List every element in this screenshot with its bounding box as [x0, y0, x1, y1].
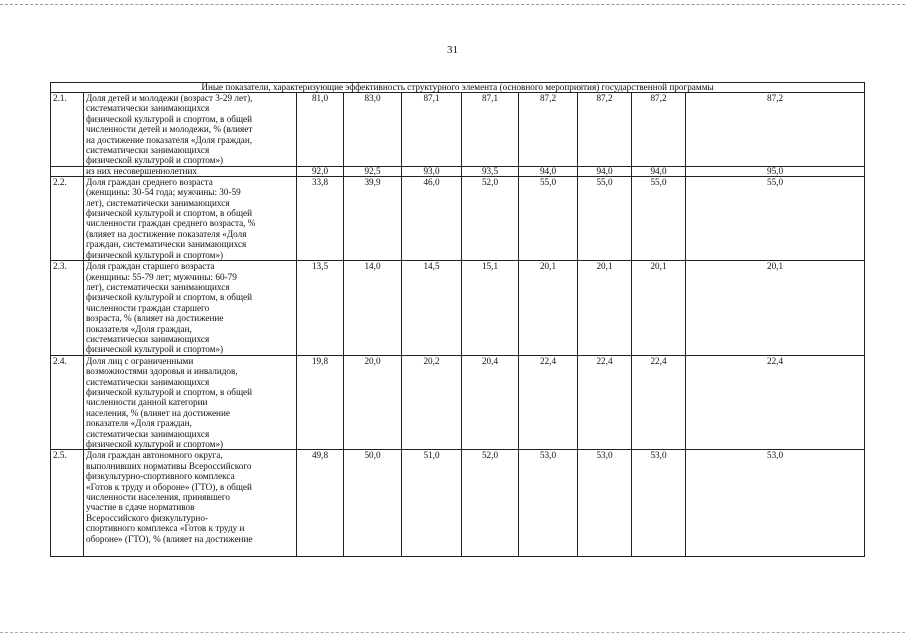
value-cell: 22,4 [578, 355, 632, 450]
description-line: показателя «Доля граждан, [86, 323, 192, 334]
value-cell: 87,2 [578, 93, 632, 167]
description-line: Доля детей и молодежи (возраст 3-29 лет), [86, 93, 253, 103]
description-line: физической культурой и спортом») [86, 155, 224, 166]
indicator-description [84, 261, 297, 356]
description-line: (влияет на достижение показателя «Доля [86, 228, 247, 239]
indicator-description [84, 93, 297, 167]
value-cell: 81,0 [297, 93, 344, 167]
value-cell: 15,1 [462, 261, 519, 356]
row-number [51, 166, 84, 176]
description-line: участие в сдаче нормативов [86, 502, 195, 513]
value-cell: 55,0 [578, 176, 632, 260]
indicator-description [84, 355, 297, 450]
row-number: 2.4. [51, 355, 84, 450]
description-line: возможностями здоровья и инвалидов, [86, 366, 238, 377]
table-row [51, 93, 865, 167]
value-cell: 13,5 [297, 261, 344, 356]
description-line: спортивного комплекса «Готов к труду и [86, 523, 245, 534]
table-row [51, 355, 865, 450]
value-cell: 53,0 [519, 450, 578, 557]
value-cell: 94,0 [578, 166, 632, 176]
description-line: из них несовершеннолетних [86, 166, 197, 176]
row-number: 2.3. [51, 261, 84, 356]
description-line: физической культурой и спортом») [86, 439, 224, 449]
value-cell: 49,8 [297, 450, 344, 557]
description-line: Доля граждан старшего возраста [86, 261, 215, 272]
description-line: физической культурой и спортом, в общей [86, 386, 253, 397]
value-cell: 87,2 [632, 93, 686, 167]
description-line: Доля лиц с ограниченными [86, 355, 194, 366]
value-cell: 53,0 [578, 450, 632, 557]
value-cell: 95,0 [686, 166, 865, 176]
description-line: Доля граждан автономного округа, [86, 450, 223, 461]
description-line: Доля граждан среднего возраста [86, 176, 213, 187]
value-cell: 20,4 [462, 355, 519, 450]
description-line: численности граждан среднего возраста, % [86, 218, 256, 229]
description-line: Всероссийского физкультурно- [86, 512, 208, 523]
description-line: «Готов к труду и обороне» (ГТО), в общей [86, 481, 252, 492]
indicators-table [50, 82, 865, 557]
description-line: лет), систематически занимающихся [86, 197, 230, 208]
description-line: населения, % (влияет на достижение [86, 407, 230, 418]
description-line: систематически занимающихся [86, 103, 210, 114]
section-header-row [51, 83, 865, 93]
description-line: численности данной категории [86, 397, 208, 408]
value-cell: 83,0 [344, 93, 402, 167]
table-row [51, 450, 865, 557]
value-cell: 87,1 [462, 93, 519, 167]
value-cell: 55,0 [686, 176, 865, 260]
value-cell: 55,0 [632, 176, 686, 260]
scan-edge-bottom [0, 632, 905, 633]
value-cell: 14,5 [402, 261, 462, 356]
value-cell: 20,1 [632, 261, 686, 356]
value-cell: 53,0 [686, 450, 865, 557]
value-cell: 14,0 [344, 261, 402, 356]
value-cell: 53,0 [632, 450, 686, 557]
value-cell: 20,1 [578, 261, 632, 356]
value-cell: 20,2 [402, 355, 462, 450]
row-number: 2.1. [51, 93, 84, 167]
description-line: обороне» (ГТО), % (влияет на достижение [86, 533, 253, 544]
value-cell: 93,0 [402, 166, 462, 176]
value-cell: 20,0 [344, 355, 402, 450]
description-line: систематически занимающихся [86, 145, 210, 156]
description-line: физкультурно-спортивного комплекса [86, 471, 235, 482]
description-line: численности детей и молодежи, % (влияет [86, 124, 253, 135]
table-row [51, 176, 865, 260]
value-cell: 94,0 [519, 166, 578, 176]
value-cell: 92,0 [297, 166, 344, 176]
description-line: (женщины: 30-54 года; мужчины: 30-59 [86, 187, 241, 198]
value-cell: 20,1 [686, 261, 865, 356]
indicator-description [84, 176, 297, 260]
description-line: физической культурой и спортом») [86, 344, 224, 355]
value-cell: 22,4 [686, 355, 865, 450]
description-line: физической культурой и спортом, в общей [86, 113, 253, 124]
description-line: систематически занимающихся [86, 376, 210, 387]
value-cell: 46,0 [402, 176, 462, 260]
section-header: Иные показатели, характеризующие эффективность структурного элемента (основного мероприятия) государственной программы [51, 83, 865, 93]
description-line: численности граждан старшего [86, 302, 210, 313]
value-cell: 51,0 [402, 450, 462, 557]
description-line: физической культурой и спортом, в общей [86, 292, 253, 303]
value-cell: 93,5 [462, 166, 519, 176]
description-line: систематически занимающихся [86, 428, 210, 439]
row-number: 2.2. [51, 176, 84, 260]
row-number: 2.5. [51, 450, 84, 557]
value-cell: 52,0 [462, 450, 519, 557]
value-cell: 87,2 [686, 93, 865, 167]
description-line: граждан, систематически занимающихся [86, 239, 247, 250]
description-line: лет), систематически занимающихся [86, 281, 230, 292]
description-line: физической культурой и спортом») [86, 249, 224, 260]
description-line: на достижение показателя «Доля граждан, [86, 134, 253, 145]
description-line: показателя «Доля граждан, [86, 418, 192, 429]
value-cell: 19,8 [297, 355, 344, 450]
value-cell: 92,5 [344, 166, 402, 176]
table-row [51, 166, 865, 176]
description-line: физической культурой и спортом, в общей [86, 208, 253, 219]
value-cell: 94,0 [632, 166, 686, 176]
value-cell: 87,1 [402, 93, 462, 167]
page-number: 31 [447, 44, 458, 56]
indicator-description [84, 450, 297, 557]
description-line: численности населения, принявшего [86, 492, 231, 503]
description-line: возраста, % (влияет на достижение [86, 313, 224, 324]
value-cell: 39,9 [344, 176, 402, 260]
description-line: (женщины: 55-79 лет; мужчины: 60-79 [86, 271, 237, 282]
value-cell: 22,4 [519, 355, 578, 450]
value-cell: 50,0 [344, 450, 402, 557]
description-line: систематически занимающихся [86, 333, 210, 344]
value-cell: 87,2 [519, 93, 578, 167]
value-cell: 55,0 [519, 176, 578, 260]
value-cell: 52,0 [462, 176, 519, 260]
description-line: выполнивших нормативы Всероссийского [86, 460, 252, 471]
value-cell: 22,4 [632, 355, 686, 450]
indicator-description [84, 166, 297, 176]
value-cell: 20,1 [519, 261, 578, 356]
value-cell: 33,8 [297, 176, 344, 260]
scan-edge-top [0, 4, 905, 5]
table-row [51, 261, 865, 356]
